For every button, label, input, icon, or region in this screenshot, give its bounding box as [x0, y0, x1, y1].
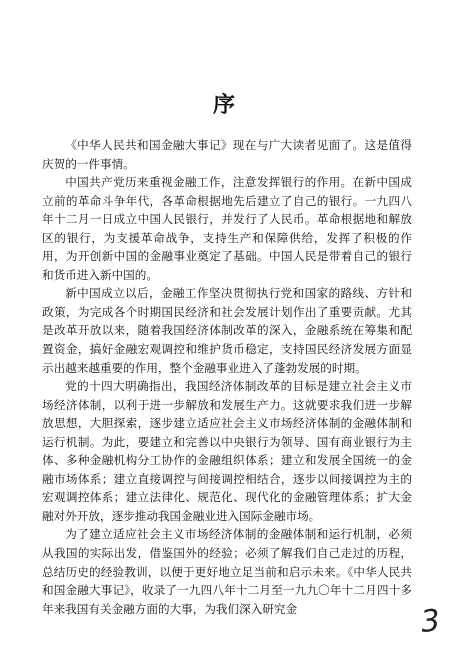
paragraph-1: 《中华人民共和国金融大事记》现在与广大读者见面了。这是值得庆贺的一件事情。: [42, 138, 412, 171]
paragraph-4: 党的十四大明确指出，我国经济体制改革的目标是建立社会主义市场经济体制，以利于进一步解放和发展生产力。这就要求我们进一步解放思想，大胆探索，逐步建立适应社会主义市场经济体制的金融体制和运行机制。为此，要建立和完善以中央银行为领导、国有商业银行为主体、多种金融机构分工协作的金融组织体系；建立和发展全国统一的金融市场体系；建立直接调控与间接调控相结合，逐步以间接调控为主的宏观调控体系；建立法律化、规范化、现代化的金融管理体系；扩大金融对外开放，逐步推动我国金融业进入国际金融市场。: [42, 379, 412, 523]
paragraph-2: 中国共产党历来重视金融工作，注意发挥银行的作用。在新中国成立前的革命斗争年代，各革命根据地先后建立了自己的银行。一九四八年十二月一日成立中国人民银行，并发行了人民币。革命根据地和解放区的银行，为支援革命战争，支持生产和保障供给，发挥了积极的作用，为开创新中国的金融事业奠定了基础。中国人民是带着自己的银行和货币进入新中国的。: [42, 175, 412, 282]
paragraph-5: 为了建立适应社会主义市场经济体制的金融体制和运行机制，必须从我国的实际出发，借鉴国外的经验；必须了解我们自己走过的历程，总结历史的经验教训，以便于更好地立足当前和启示未来。《中华人民共和国金融大事记》，收录了一九四八年十二月至一九九〇年十二月四十多年来我国有关金融方面的大事，为我们深入研究金: [42, 527, 412, 616]
page-title: 序: [212, 92, 237, 118]
paragraph-3: 新中国成立以后，金融工作坚决贯彻执行党和国家的路线、方针和政策，为完成各个时期国民经济和社会发展计划作出了重要贡献。尤其是改革开放以来，随着我国经济体制改革的深入，金融系统在筹集和配置资金，搞好金融宏观调控和维护货币稳定，支持国民经济发展方面显示出越来越重要的作用，整个金融事业进入了蓬勃发展的时期。: [42, 286, 412, 375]
preface-body: [42, 136, 412, 618]
handwritten-page-number: 3: [419, 603, 442, 640]
